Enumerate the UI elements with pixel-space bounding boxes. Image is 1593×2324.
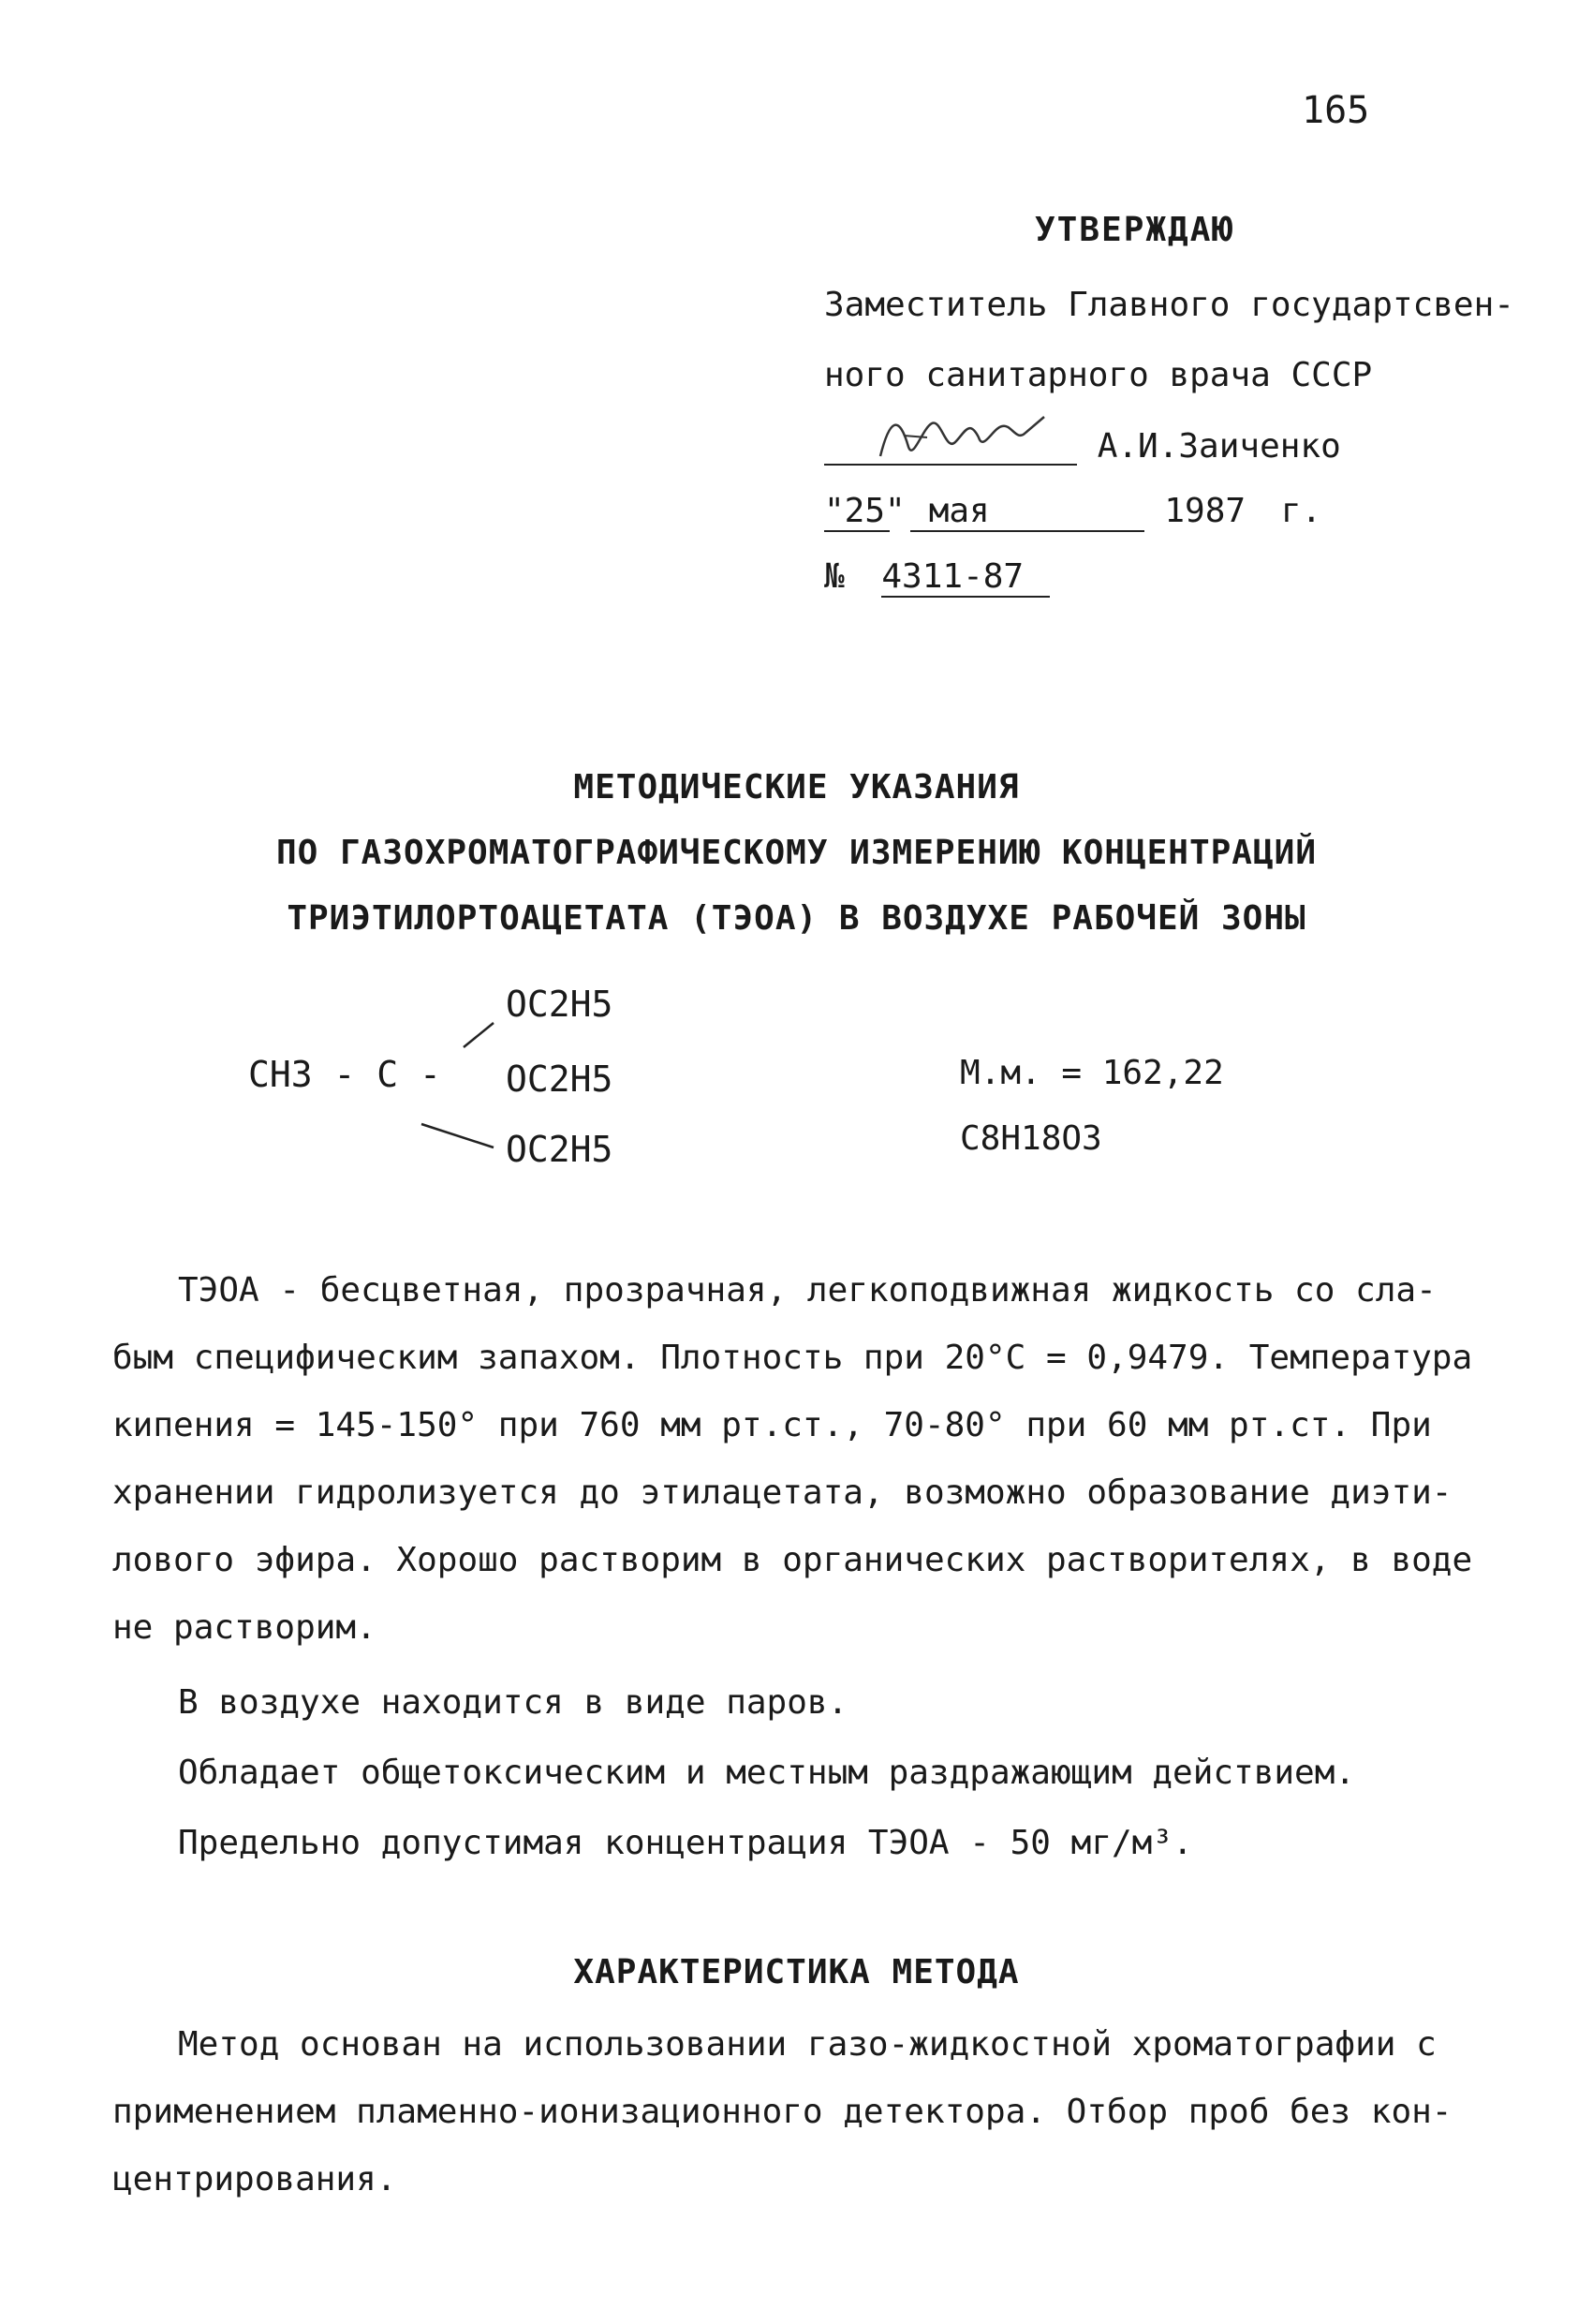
molecular-weight: М.м. = 162,22 <box>960 1054 1224 1092</box>
approval-title: УТВЕРЖДАЮ <box>1035 211 1235 249</box>
approval-number <box>824 557 1050 598</box>
description-paragraph <box>112 1271 1498 1649</box>
formula-group-bottom: OC2H5 <box>506 1129 613 1170</box>
document-title-line3: ТРИЭТИЛОРТОАЦЕТАТА (ТЭОА) В ВОЗДУХЕ РАБОЧЕЙ ЗОНЫ <box>287 899 1306 938</box>
molecular-formula: C8H18O3 <box>960 1119 1102 1158</box>
formula-group-top: OC2H5 <box>506 984 613 1025</box>
method-line: применением пламенно-ионизационного детектора. Отбор проб без кон- <box>112 2093 1453 2131</box>
formula-group-middle: OC2H5 <box>506 1058 613 1100</box>
toxicity-text: Обладает общетоксическим и местным раздражающим действием. <box>178 1754 1356 1792</box>
formula-core: CH3 - C - <box>248 1054 441 1095</box>
signatory-name: А.И.Заиченко <box>1097 427 1341 466</box>
handwritten-signature <box>871 409 1058 466</box>
method-line: центрирования. <box>112 2160 397 2198</box>
air-state-text: В воздухе находится в виде паров. <box>178 1683 848 1722</box>
number-value: 4311-87 <box>881 557 1050 598</box>
signature-line <box>824 426 1077 466</box>
method-paragraph <box>112 2025 1498 2215</box>
date-suffix: г. <box>1280 492 1322 530</box>
approval-date <box>824 492 1321 532</box>
date-year: 1987 <box>1164 492 1246 530</box>
method-section-title: ХАРАКТЕРИСТИКА МЕТОДА <box>573 1953 1020 1991</box>
approval-position-line2: ного санитарного врача СССР <box>824 356 1373 394</box>
date-month: мая <box>910 492 1144 532</box>
description-line: ТЭОА - бесцветная, прозрачная, легкоподвижная жидкость со сла- <box>178 1271 1437 1310</box>
approval-position-line1: Заместитель Главного государтсвен- <box>824 286 1514 324</box>
structural-formula <box>248 965 716 1180</box>
page-number: 165 <box>1302 89 1370 132</box>
description-line: не растворим. <box>112 1608 376 1647</box>
description-line: лового эфира. Хорошо растворим в органических растворителях, в воде <box>112 1541 1473 1579</box>
number-prefix: № <box>824 557 845 596</box>
approval-block <box>824 211 1573 604</box>
description-line: хранении гидролизуется до этилацетата, возможно образование диэти- <box>112 1473 1453 1512</box>
mac-text: Предельно допустимая концентрация ТЭОА - 50 мг/м³. <box>178 1824 1193 1862</box>
description-line: бым специфическим запахом. Плотность при 20°С = 0,9479. Температура <box>112 1339 1473 1377</box>
date-day: "25" <box>824 492 906 530</box>
method-line: Метод основан на использовании газо-жидкостной хроматографии с <box>178 2025 1437 2064</box>
formula-bonds <box>248 965 716 1180</box>
document-title-line1: МЕТОДИЧЕСКИЕ УКАЗАНИЯ <box>573 768 1020 807</box>
approval-signature-row <box>824 426 1341 466</box>
description-line: кипения = 145-150° при 760 мм рт.ст., 70-80° при 60 мм рт.ст. При <box>112 1406 1432 1444</box>
document-title-line2: ПО ГАЗОХРОМАТОГРАФИЧЕСКОМУ ИЗМЕРЕНИЮ КОНЦЕНТРАЦИЙ <box>275 834 1318 872</box>
